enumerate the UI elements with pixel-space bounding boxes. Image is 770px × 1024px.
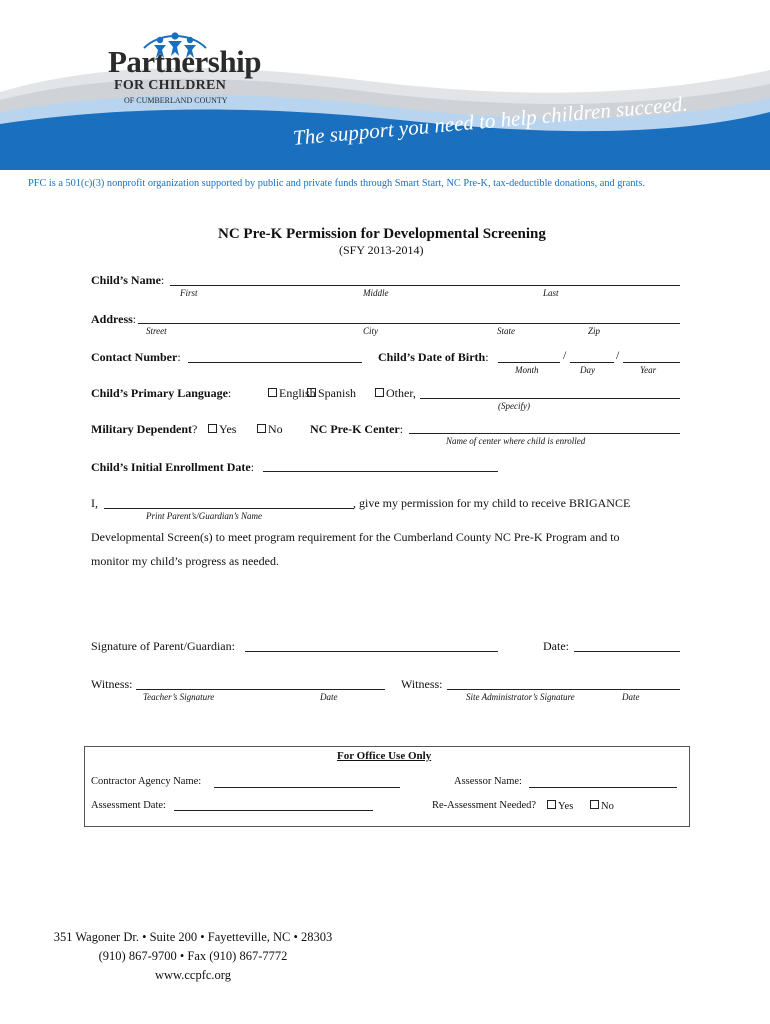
caption-last: Last	[543, 288, 559, 298]
footer-website[interactable]: www.ccpfc.org	[154, 968, 231, 982]
caption-specify: (Specify)	[498, 401, 530, 411]
dob-year-field[interactable]	[623, 362, 680, 363]
letterhead	[0, 0, 770, 178]
other-label: Other,	[386, 386, 416, 400]
signature-field[interactable]	[245, 651, 498, 652]
nc-prek-center-label-text: NC Pre-K Center	[310, 422, 400, 436]
caption-teacher-date: Date	[320, 692, 338, 702]
logo-county-text: OF CUMBERLAND COUNTY	[124, 96, 228, 105]
parent-name-field[interactable]	[104, 508, 354, 509]
tagline-text: The support you need to help children succeed.	[292, 91, 689, 150]
assessor-name-label: Assessor Name:	[454, 776, 522, 787]
spanish-checkbox[interactable]	[307, 388, 316, 397]
footer-address: 351 Wagoner Dr. • Suite 200 • Fayetteville, NC • 28303	[53, 930, 333, 944]
other-checkbox[interactable]	[375, 388, 384, 397]
address-field[interactable]	[138, 323, 680, 324]
military-yes-label: Yes	[219, 422, 237, 436]
contractor-agency-field[interactable]	[214, 787, 400, 788]
enrollment-date-label	[91, 460, 254, 475]
caption-day: Day	[580, 365, 595, 375]
dob-separator-1: /	[563, 348, 567, 362]
child-name-label-text: Child’s Name	[91, 273, 161, 287]
caption-state: State	[497, 326, 515, 336]
contractor-agency-label: Contractor Agency Name:	[91, 776, 202, 787]
child-name-field[interactable]	[170, 285, 680, 286]
dob-separator-2: /	[616, 348, 620, 362]
witness-label-1: Witness:	[91, 677, 133, 691]
child-name-colon: :	[160, 273, 165, 287]
address-label	[91, 312, 136, 327]
permission-line-2: Developmental Screen(s) to meet program requirement for the Cumberland County NC Pre-K Program and to	[91, 530, 620, 544]
logo-partnership-text: Partnership	[108, 44, 261, 79]
enrollment-date-label-text: Child’s Initial Enrollment Date	[91, 460, 251, 474]
assessment-date-field[interactable]	[174, 810, 373, 811]
child-name-label	[91, 273, 164, 288]
signature-date-field[interactable]	[574, 651, 680, 652]
contact-number-field[interactable]	[188, 362, 362, 363]
office-use-heading: For Office Use Only	[337, 750, 432, 762]
military-yes-option[interactable]	[208, 422, 236, 437]
dob-colon: :	[485, 350, 489, 364]
military-no-option[interactable]	[257, 422, 283, 437]
reassessment-no-option[interactable]	[590, 800, 614, 812]
caption-teacher-signature: Teacher’s Signature	[143, 692, 215, 702]
witness-admin-field[interactable]	[447, 689, 680, 690]
reassessment-no-label: No	[601, 801, 614, 812]
address-colon: :	[132, 312, 137, 326]
caption-year: Year	[640, 365, 657, 375]
caption-parent-name: Print Parent’s/Guardian’s Name	[146, 511, 263, 521]
reassessment-yes-option[interactable]	[547, 800, 573, 812]
contact-number-colon: :	[177, 350, 181, 364]
assessor-name-field[interactable]	[529, 787, 677, 788]
nc-prek-center-colon: :	[399, 422, 404, 436]
signature-label: Signature of Parent/Guardian:	[91, 639, 235, 653]
caption-city: City	[363, 326, 378, 336]
dob-month-field[interactable]	[498, 362, 560, 363]
language-other-field[interactable]	[420, 398, 680, 399]
military-dependent-label	[91, 422, 197, 437]
reassessment-yes-label: Yes	[558, 801, 574, 812]
caption-street: Street	[146, 326, 167, 336]
permission-line-3: monitor my child’s progress as needed.	[91, 554, 279, 568]
caption-center-name: Name of center where child is enrolled	[446, 436, 586, 446]
caption-zip: Zip	[588, 326, 601, 336]
footer-phone: (910) 867-9700 • Fax (910) 867-7772	[98, 949, 288, 963]
contact-number-label	[91, 350, 181, 365]
caption-month: Month	[515, 365, 539, 375]
caption-first: First	[180, 288, 198, 298]
witness-teacher-field[interactable]	[136, 689, 385, 690]
signature-date-label: Date:	[543, 639, 569, 653]
nonprofit-statement: PFC is a 501(c)(3) nonprofit organization supported by public and private funds through Smart Start, NC Pre-K, tax-deductible donations, and grants.	[28, 178, 645, 189]
form-subtitle: (SFY 2013-2014)	[339, 243, 424, 257]
spanish-label: Spanish	[318, 386, 357, 400]
caption-admin-date: Date	[622, 692, 640, 702]
enrollment-date-colon: :	[250, 460, 255, 474]
military-question-mark: ?	[192, 422, 198, 436]
language-spanish-option[interactable]	[307, 386, 356, 401]
dob-label	[378, 350, 489, 365]
military-no-checkbox[interactable]	[257, 424, 266, 433]
language-label	[91, 386, 231, 401]
language-other-option[interactable]	[375, 386, 416, 401]
english-label: English	[279, 386, 316, 400]
english-checkbox[interactable]	[268, 388, 277, 397]
military-no-label: No	[268, 422, 283, 436]
caption-site-admin-signature: Site Administrator’s Signature	[466, 692, 575, 702]
contact-number-label-text: Contact Number	[91, 350, 178, 364]
witness-label-2: Witness:	[401, 677, 443, 691]
language-label-text: Child’s Primary Language	[91, 386, 228, 400]
dob-day-field[interactable]	[570, 362, 614, 363]
reassessment-label: Re-Assessment Needed?	[432, 800, 537, 811]
military-dependent-label-text: Military Dependent	[91, 422, 192, 436]
language-colon: :	[227, 386, 232, 400]
reassessment-no-checkbox[interactable]	[590, 800, 599, 809]
assessment-date-label: Assessment Date:	[91, 800, 166, 811]
nc-prek-center-field[interactable]	[409, 433, 680, 434]
dob-label-text: Child’s Date of Birth	[378, 350, 486, 364]
nc-prek-center-label	[310, 422, 403, 437]
caption-middle: Middle	[363, 288, 389, 298]
permission-statement: , give my permission for my child to receive BRIGANCE	[353, 496, 631, 510]
form-title: NC Pre-K Permission for Developmental Screening	[218, 226, 546, 242]
permission-i: I,	[91, 496, 98, 510]
logo-for-children-text: FOR CHILDREN	[114, 78, 227, 93]
address-label-text: Address	[91, 312, 133, 326]
enrollment-date-field[interactable]	[263, 471, 498, 472]
reassessment-yes-checkbox[interactable]	[547, 800, 556, 809]
military-yes-checkbox[interactable]	[208, 424, 217, 433]
